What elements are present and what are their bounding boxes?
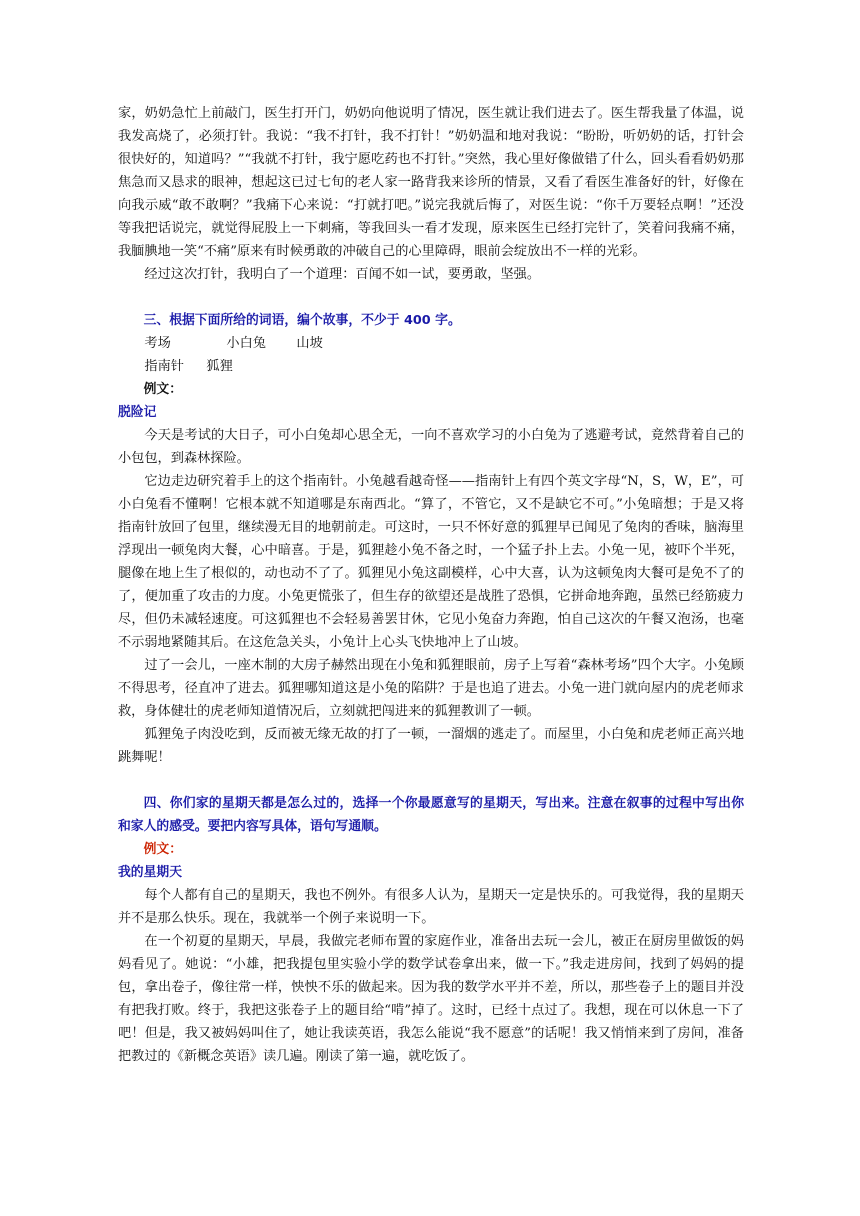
section3-word-row-1 [118,332,744,355]
section3-heading: 三、根据下面所给的词语，编个故事，不少于 400 字。 [143,313,461,328]
section4-paragraph-2: 在一个初夏的星期天，早晨，我做完老师布置的家庭作业，准备出去玩一会儿，被正在厨房里做饭的妈妈看见了。她说：“小雄，把我提包里实验小学的数学试卷拿出来，做一下。”我走进房间，找到了妈妈的提包，拿出卷子，像往常一样，怏怏不乐的做起来。因为我的数学水平并不差，所以，那些卷子上的题目并没有把我打败。终于，我把这张卷子上的题目给“啃”掉了。这时，已经十点过了。我想，现在可以休息一下了吧！但是，我又被妈妈叫住了，她让我读英语，我怎么能说“我不愿意”的话呢！我又悄悄来到了房间，准备把教过的《新概念英语》读几遍。刚读了第一遍，就吃饭了。 [118,934,744,1064]
section3-paragraph-1: 今天是考试的大日子，可小白兔却心思全无，一向不喜欢学习的小白兔为了逃避考试，竟然背着自己的小包包，到森林探险。 [118,428,744,466]
section4-story-title: 我的星期天 [118,865,182,880]
section3-paragraph-3: 过了一会儿，一座木制的大房子赫然出现在小兔和狐狸眼前，房子上写着“森林考场”四个大字。小兔顾不得思考，径直冲了进去。狐狸哪知道这是小兔的陷阱？于是也追了进去。小兔一进门就向屋内的虎老师求救，身体健壮的虎老师知道情况后，立刻就把闯进来的狐狸教训了一顿。 [118,658,744,719]
word-item: 山坡 [296,336,323,351]
story1-paragraph-2: 经过这次打针，我明白了一个道理：百闻不如一试，要勇敢，坚强。 [144,267,541,282]
section4-paragraph-1: 每个人都有自己的星期天，我也不例外。有很多人认为，星期天一定是快乐的。可我觉得，我的星期天并不是那么快乐。现在，我就举一个例子来说明一下。 [118,888,744,926]
section4-example-label: 例文： [143,842,182,857]
word-item: 考场 [144,336,171,351]
section3-story-title: 脱险记 [118,405,157,420]
section3-paragraph-2: 它边走边研究着手上的这个指南针。小兔越看越奇怪——指南针上有四个英文字母“N，S，W，E”，可小白兔看不懂啊！它根本就不知道哪是东南西北。“算了，不管它，又不是缺它不可。”小兔暗想；于是又将指南针放回了包里，继续漫无目的地朝前走。可这时，一只不怀好意的狐狸早已闻见了兔肉的香味，脑海里浮现出一顿兔肉大餐，心中暗喜。于是，狐狸趁小兔不备之时，一个猛子扑上去。小兔一见，被吓个半死，腿像在地上生了根似的，动也动不了了。狐狸见小兔这副模样，心中大喜，认为这顿兔肉大餐可是免不了的了，便加重了攻击的力度。小兔更慌张了，但生存的欲望还是战胜了恐惧，它拼命地奔跑，虽然已经筋疲力尽，但仍未减轻速度。可这狐狸也不会轻易善罢甘休，它见小兔奋力奔跑，怕自己这次的午餐又泡汤，也毫不示弱地紧随其后。在这危急关头，小兔计上心头飞快地冲上了山坡。 [118,474,744,650]
section4-heading: 四、你们家的星期天都是怎么过的，选择一个你最愿意写的星期天，写出来。注意在叙事的过程中写出你和家人的感受。要把内容写具体，语句写通顺。 [118,796,744,834]
word-item: 指南针 [144,359,184,374]
section3-example-label: 例文： [143,382,182,397]
section3-word-row-2 [118,355,744,378]
word-item: 小白兔 [226,336,266,351]
document-page [118,102,744,1068]
section3-paragraph-4: 狐狸兔子肉没吃到，反而被无缘无故的打了一顿，一溜烟的逃走了。而屋里，小白兔和虎老师正高兴地跳舞呢！ [118,727,744,765]
word-item: 狐狸 [206,359,233,374]
story1-paragraph-1: 家，奶奶急忙上前敲门，医生打开门，奶奶向他说明了情况，医生就让我们进去了。医生帮我量了体温，说我发高烧了，必须打针。我说：“我不打针，我不打针！”奶奶温和地对我说：“盼盼，听奶奶的话，打针会很快好的，知道吗？”“我就不打针，我宁愿吃药也不打针。”突然，我心里好像做错了什么，回头看看奶奶那焦急而又恳求的眼神，想起这已过七旬的老人家一路背我来诊所的情景，又看了看医生准备好的针，好像在向我示威“敢不敢啊？”我痛下心来说：“打就打吧。”说完我就后悔了，对医生说：“你千万要轻点啊！”还没等我把话说完，就觉得屁股上一下刺痛，等我回头一看才发现，原来医生已经打完针了，笑着问我痛不痛，我腼腆地一笑“不痛”原来有时候勇敢的冲破自己的心里障碍，眼前会绽放出不一样的光彩。 [118,106,744,259]
